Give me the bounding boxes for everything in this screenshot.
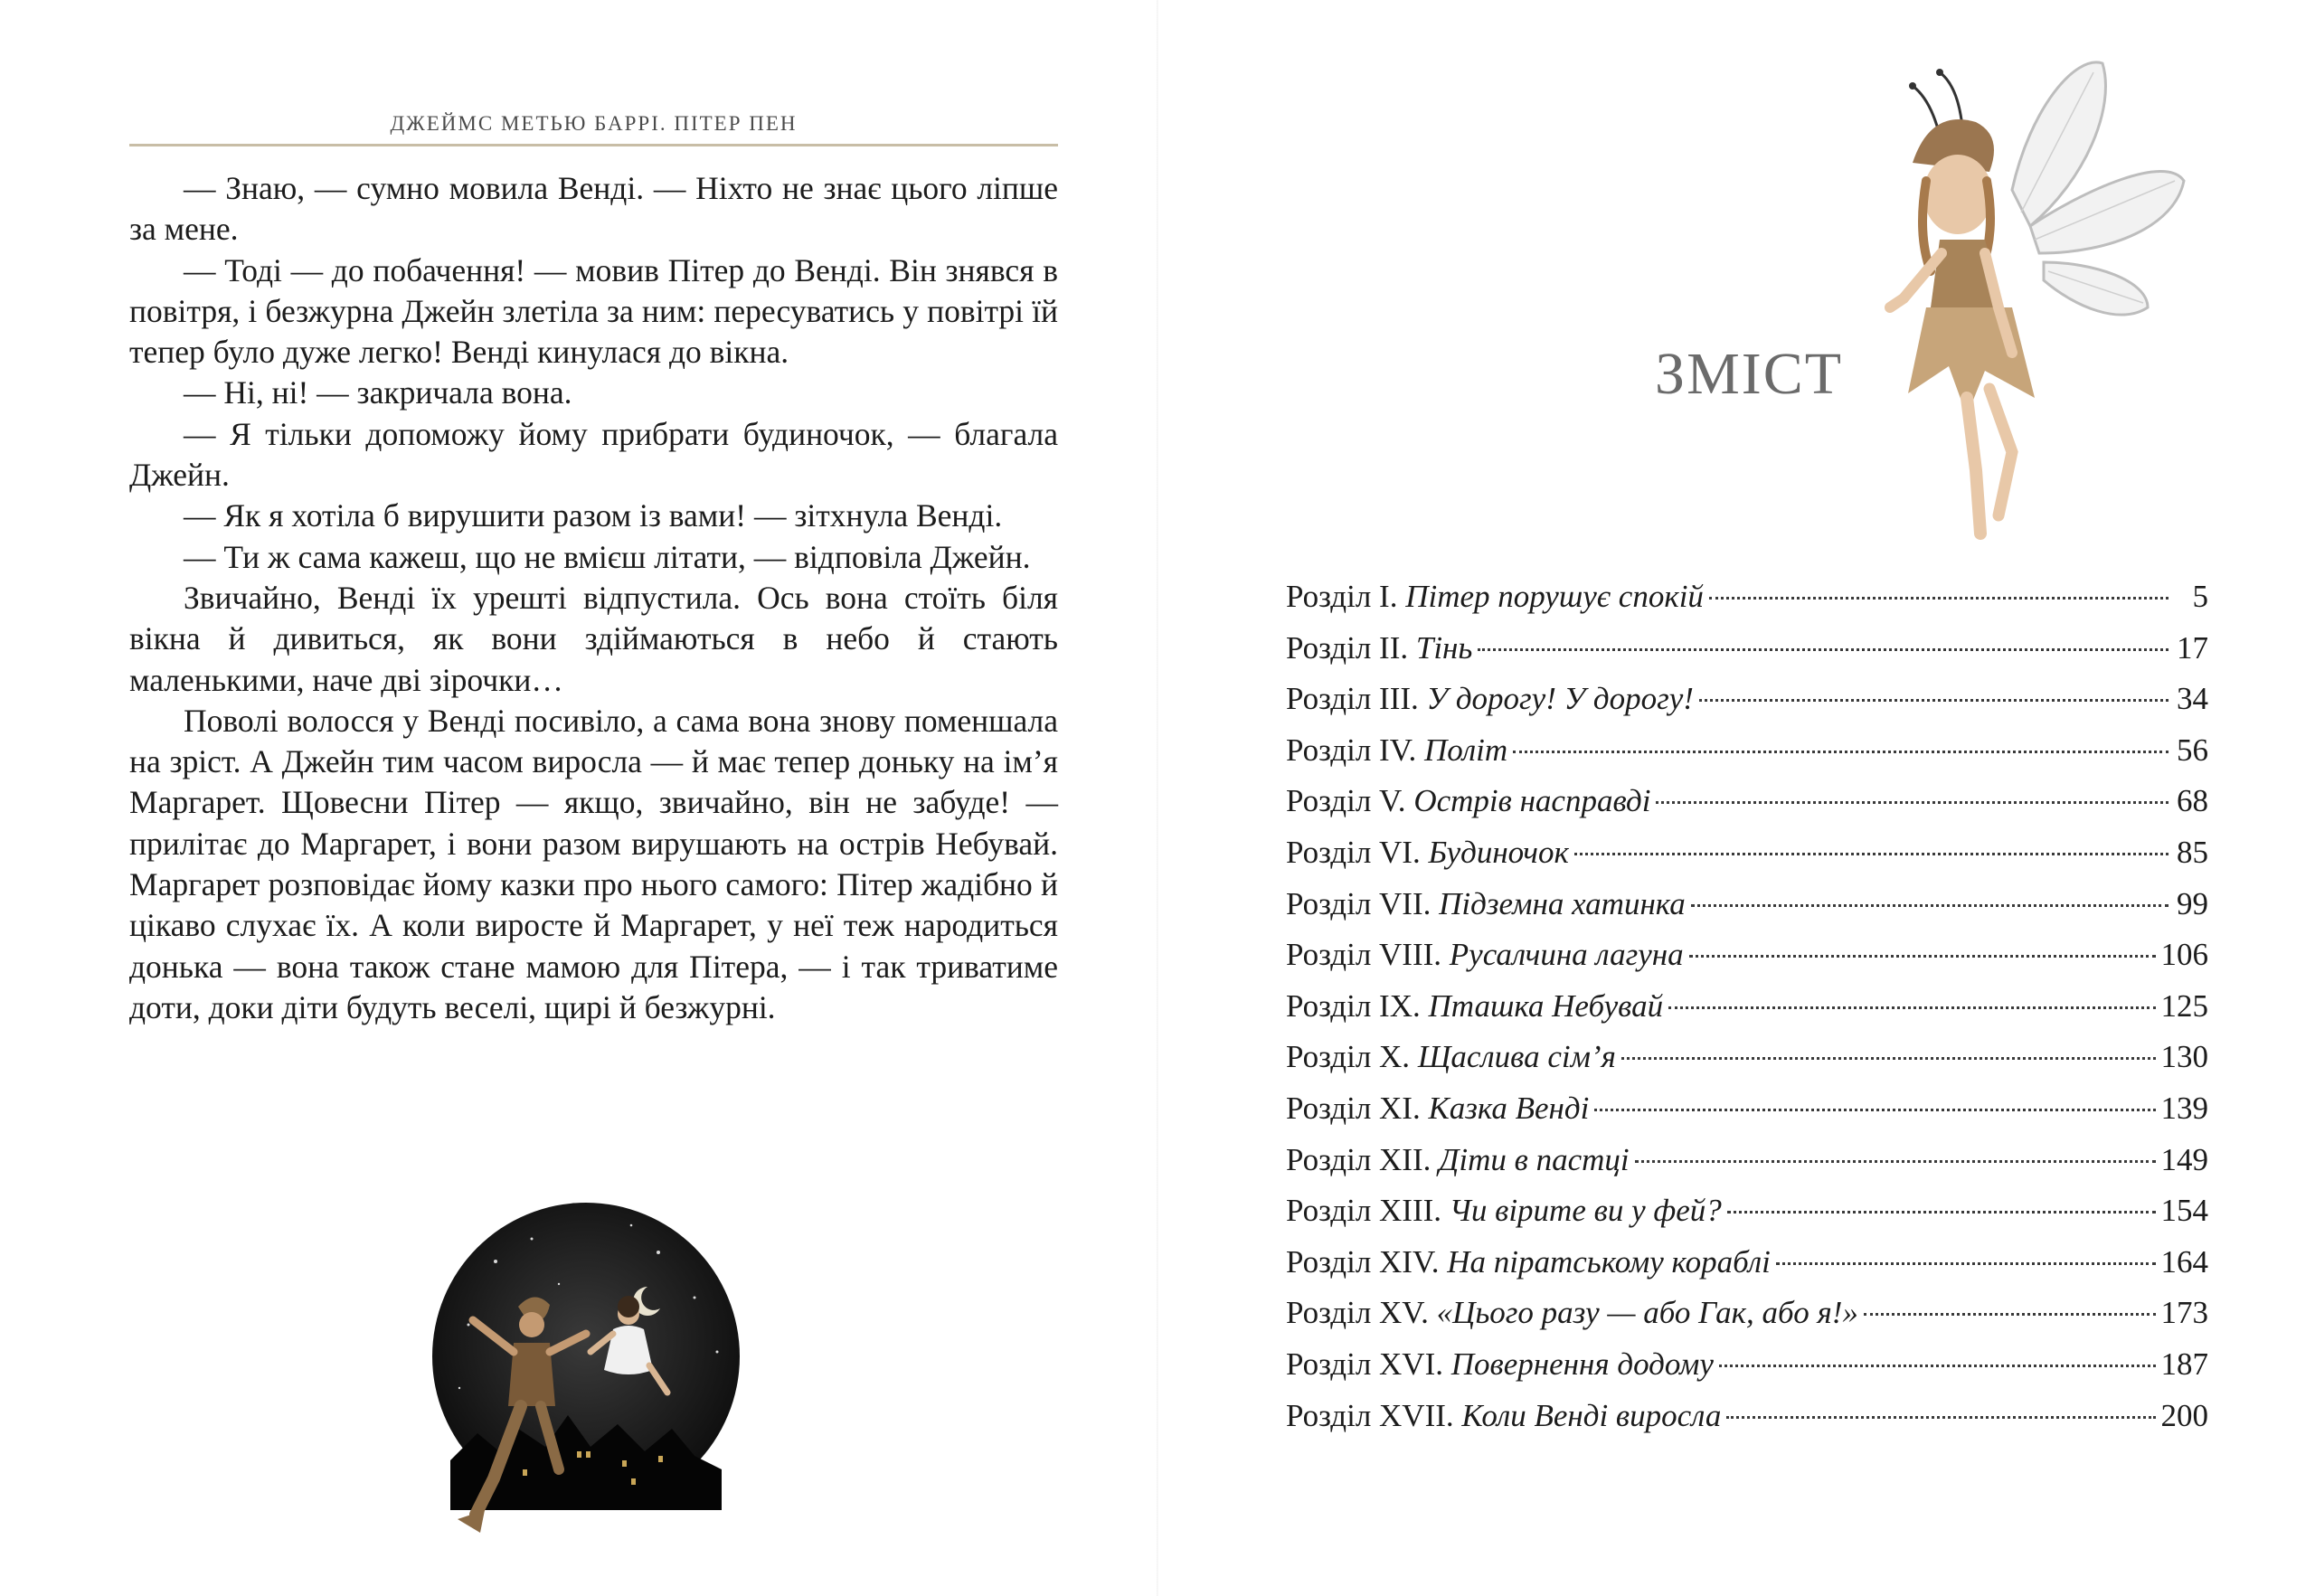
toc-chapter: Розділ III. (1286, 681, 1419, 717)
toc-page-number: 5 (2192, 579, 2208, 614)
toc-page-number: 130 (2160, 1039, 2208, 1075)
toc-chapter-name: Діти в пастці (1439, 1141, 1630, 1177)
toc-leader (1668, 1006, 2155, 1009)
toc-page-number: 173 (2160, 1295, 2208, 1331)
toc-leader (1621, 1057, 2156, 1060)
toc-chapter: Розділ XV. (1286, 1295, 1429, 1331)
toc-leader (1727, 1211, 2156, 1214)
toc-chapter-name: «Цього разу — або Гак, або я!» (1436, 1295, 1858, 1331)
toc-leader (1726, 1416, 2155, 1419)
toc-page-number: 106 (2160, 937, 2208, 973)
toc-entry[interactable] (1286, 1398, 2208, 1450)
toc-entry[interactable] (1286, 1295, 2208, 1346)
toc-chapter: Розділ VI. (1286, 834, 1421, 870)
toc-page-number: 34 (2177, 681, 2208, 717)
toc-chapter-name: У дорогу! У дорогу! (1426, 681, 1694, 717)
toc-chapter: Розділ IX. (1286, 987, 1421, 1024)
toc-leader (1864, 1313, 2156, 1316)
fairy-illustration-icon (1876, 36, 2220, 579)
toc-chapter-name: Підземна хатинка (1439, 885, 1686, 921)
toc-chapter-name: Чи вірите ви у фей? (1449, 1193, 1722, 1229)
toc-leader (1776, 1262, 2156, 1265)
toc-chapter-name: Коли Венді виросла (1461, 1397, 1722, 1433)
toc-chapter: Розділ XI. (1286, 1090, 1421, 1126)
night-flight-illustration-icon (360, 1198, 803, 1596)
toc-entry[interactable] (1286, 886, 2208, 938)
toc-chapter-name: Острів насправді (1413, 783, 1651, 819)
toc-chapter-name: Казка Венді (1428, 1090, 1590, 1126)
toc-page-number: 56 (2177, 732, 2208, 768)
toc-page-number: 164 (2160, 1243, 2208, 1280)
paragraph: — Ти ж сама кажеш, що не вмієш літати, — відповіла Джейн. (184, 538, 1031, 575)
toc-entry[interactable] (1286, 1346, 2208, 1398)
toc-entry[interactable] (1286, 783, 2208, 835)
toc-page-number: 99 (2177, 885, 2208, 921)
toc-leader (1594, 1109, 2155, 1111)
toc-leader (1709, 597, 2169, 600)
toc-leader (1699, 699, 2169, 702)
paragraph: — Я тільки допоможу йому прибрати будиночок, — благала Джейн. (129, 415, 1058, 494)
toc-chapter-name: Тінь (1415, 629, 1473, 666)
toc-leader (1719, 1365, 2156, 1367)
toc-chapter: Розділ VII. (1286, 885, 1432, 921)
toc-chapter: Розділ XVI. (1286, 1346, 1443, 1382)
toc-chapter: Розділ XIII. (1286, 1193, 1442, 1229)
toc-entry[interactable] (1286, 681, 2208, 732)
toc-chapter: Розділ II. (1286, 629, 1409, 666)
toc-chapter-name: Політ (1423, 732, 1508, 768)
toc-chapter: Розділ VIII. (1286, 937, 1442, 973)
toc-chapter: Розділ I. (1286, 579, 1398, 614)
toc-chapter-name: Пташка Небувай (1428, 987, 1664, 1024)
toc-entry[interactable] (1286, 579, 2208, 630)
book-gutter (1157, 0, 1158, 1596)
paragraph: — Як я хотіла б вирушити разом із вами! — зітхнула Венді. (184, 497, 1003, 534)
toc-chapter-name: Пітер порушує спокій (1405, 579, 1704, 614)
toc-leader (1635, 1160, 2156, 1163)
toc-entry[interactable] (1286, 937, 2208, 988)
toc-chapter: Розділ XII. (1286, 1141, 1432, 1177)
toc-title: ЗМІСТ (1655, 341, 1844, 407)
toc-entry[interactable] (1286, 1091, 2208, 1142)
toc-page-number: 154 (2160, 1193, 2208, 1229)
toc-chapter: Розділ XIV. (1286, 1243, 1440, 1280)
toc-leader (1513, 751, 2169, 753)
paragraph: Поволі волосся у Венді посивіло, а сама вона знову поменшала на зріст. А Джейн тим часом виросла — й має тепер доньку на ім’я Маргарет. Щовесни Пітер — якщо, звичайно, він не забуде! — прилітає до Маргарет, і вони разом вирушають на острів Небувай. Маргарет розповідає йому казки про нього самого: Пітер жадібно й цікаво слухає їх. А коли виросте й Маргарет, у неї теж народиться донька — вона також стане мамою для Пітера, — і так триватиме доти, доки діти будуть веселі, щирі й безжурні. (129, 702, 1058, 1025)
toc-chapter-name: Повернення додому (1450, 1346, 1714, 1382)
toc-chapter-name: Щаслива сім’я (1417, 1039, 1616, 1075)
toc-chapter: Розділ XVII. (1286, 1397, 1454, 1433)
toc-leader (1574, 853, 2169, 855)
toc-page-number: 68 (2177, 783, 2208, 819)
paragraph: — Тоді — до побачення! — мовив Пітер до Венді. Він знявся в повітря, і безжурна Джейн злетіла за ним: пересуватись у повітрі їй тепер було дуже легко! Венді кинулася до вікна. (129, 251, 1058, 371)
toc-page-number: 187 (2160, 1346, 2208, 1382)
toc-leader (1656, 801, 2169, 804)
toc-leader (1691, 904, 2169, 907)
toc-entry[interactable] (1286, 1193, 2208, 1244)
toc-page-number: 125 (2160, 987, 2208, 1024)
paragraph: — Знаю, — сумно мовила Венді. — Ніхто не знає цього ліпше за мене. (129, 170, 1058, 248)
toc-page-number: 85 (2177, 834, 2208, 870)
toc-entry[interactable] (1286, 732, 2208, 784)
toc-page-number: 17 (2177, 629, 2208, 666)
toc-chapter-name: Русалчина лагуна (1449, 937, 1684, 973)
paragraph: Звичайно, Венді їх урешті відпустила. Ось вона стоїть біля вікна й дивиться, як вони здіймаються в небо й стають маленькими, наче дві зірочки… (129, 579, 1058, 698)
toc-chapter-name: Будиночок (1428, 834, 1569, 870)
toc-leader (1689, 955, 2156, 958)
toc-leader (1478, 648, 2169, 651)
toc-page-number: 139 (2160, 1090, 2208, 1126)
body-text (129, 168, 1058, 1028)
toc-chapter: Розділ V. (1286, 783, 1406, 819)
toc-chapter-name: На піратському кораблі (1447, 1243, 1771, 1280)
table-of-contents (1286, 579, 2208, 1449)
toc-page-number: 200 (2160, 1397, 2208, 1433)
paragraph: — Ні, ні! — закричала вона. (184, 374, 572, 411)
toc-chapter: Розділ IV. (1286, 732, 1417, 768)
toc-page-number: 149 (2160, 1141, 2208, 1177)
toc-entry[interactable] (1286, 835, 2208, 886)
toc-chapter: Розділ X. (1286, 1039, 1411, 1075)
toc-entry[interactable] (1286, 1142, 2208, 1194)
running-head-rule (129, 144, 1058, 146)
running-head: ДЖЕЙМС МЕТЬЮ БАРРІ. ПІТЕР ПЕН (390, 112, 798, 135)
toc-entry[interactable] (1286, 988, 2208, 1040)
toc-entry[interactable] (1286, 1244, 2208, 1296)
toc-entry[interactable] (1286, 1039, 2208, 1091)
toc-entry[interactable] (1286, 630, 2208, 682)
